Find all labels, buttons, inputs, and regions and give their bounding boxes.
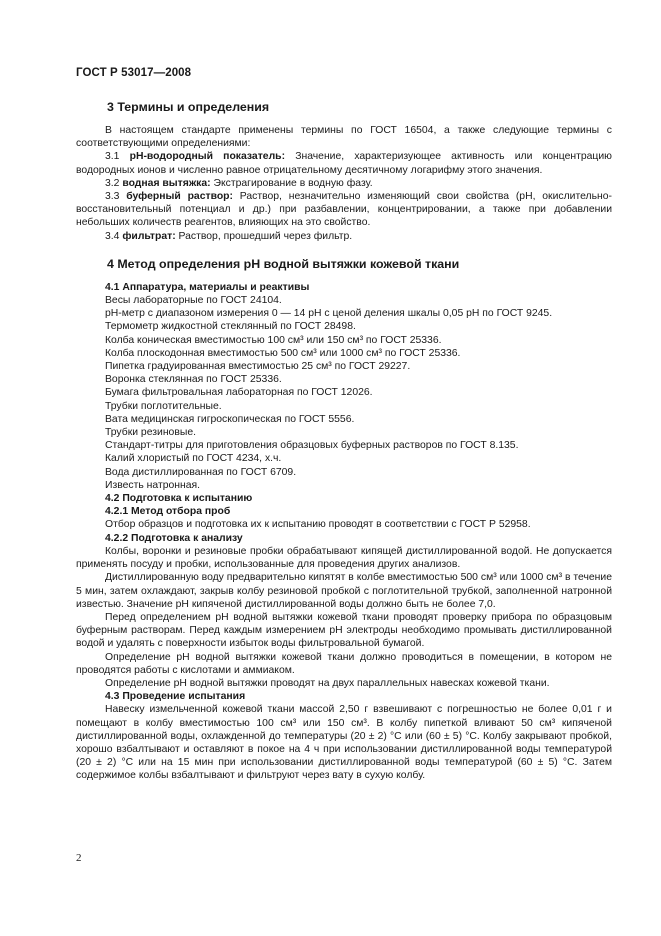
list-item: Весы лабораторные по ГОСТ 24104. bbox=[105, 295, 282, 307]
term-number: 3.3 bbox=[105, 191, 127, 203]
term-3-3 bbox=[76, 190, 612, 230]
section-4-title: 4 Метод определения pH водной вытяжки кожевой ткани bbox=[107, 256, 460, 271]
list-item: Вода дистиллированная по ГОСТ 6709. bbox=[105, 466, 297, 478]
paragraph: Определение pH водной вытяжки кожевой ткани должно проводиться в помещении, в котором не проводятся работы с кислотами и аммиаком. bbox=[76, 651, 612, 676]
term-definition: Раствор, прошедший через фильтр. bbox=[175, 230, 353, 242]
document-header: ГОСТ Р 53017—2008 bbox=[76, 67, 192, 79]
term-name: водная вытяжка: bbox=[122, 177, 211, 189]
list-item: Колба коническая вместимостью 100 см³ или 150 см³ по ГОСТ 25336. bbox=[105, 334, 442, 346]
term-name: фильтрат: bbox=[122, 230, 176, 242]
term-3-2 bbox=[76, 177, 612, 190]
subsection-4-3-text: Навеску измельченной кожевой ткани массой 2,50 г взвешивают с погрешностью не более 0,01 г и помещают в колбу вместимостью 100 см³ или 150 см³. В колбу пипеткой вливают 50 см³ кипяченой дистиллированной воды, охлажденной до температуры (20 ± 2) °С или (60 ± 5) °С. Колбу закрывают пробкой, хорошо взбалтывают и оставляют в покое на 4 ч при использовании дистиллированной воды температурой (20 ± 2) °С или на 15 мин при использовании дистиллированной воды температурой (60 ± 5) °С. Затем содержимое колбы взбалтывают и фильтруют через вату в сухую колбу. bbox=[76, 704, 612, 782]
list-item: Воронка стеклянная по ГОСТ 25336. bbox=[105, 374, 282, 386]
term-number: 3.2 bbox=[105, 177, 123, 189]
subsection-4-3-title: 4.3 Проведение испытания bbox=[105, 691, 246, 703]
page-number: 2 bbox=[76, 852, 82, 864]
list-item: pH-метр с диапазоном измерения 0 — 14 pH с ценой деления шкалы 0,05 pH по ГОСТ 9245. bbox=[105, 308, 553, 320]
subsection-4-2-1-title: 4.2.1 Метод отбора проб bbox=[105, 506, 231, 518]
list-item: Вата медицинская гигроскопическая по ГОСТ 5556. bbox=[105, 413, 355, 425]
term-definition: Экстрагирование в водную фазу. bbox=[210, 177, 373, 189]
list-item: Колба плоскодонная вместимостью 500 см³ или 1000 см³ по ГОСТ 25336. bbox=[105, 347, 461, 359]
subsection-4-2-title: 4.2 Подготовка к испытанию bbox=[105, 493, 253, 505]
list-item: Трубки резиновые. bbox=[105, 427, 196, 439]
list-item: Стандарт-титры для приготовления образцовых буферных растворов по ГОСТ 8.135. bbox=[105, 440, 519, 452]
term-definition: Раствор, незначительно изменяющий свои свойства (pH, окислительно-восстановительный потенциал и др.) при разбавлении, концентрировании, а также при добавлении небольших количеств реагентов, влияющих на это свойство. bbox=[76, 191, 612, 229]
subsection-4-2-2-title: 4.2.2 Подготовка к анализу bbox=[105, 532, 243, 544]
list-item: Трубки поглотительные. bbox=[105, 400, 222, 412]
term-number: 3.4 bbox=[105, 230, 123, 242]
section-3-intro: В настоящем стандарте применены термины по ГОСТ 16504, а также следующие термины с соответствующими определениями: bbox=[76, 125, 612, 150]
document-body bbox=[76, 96, 612, 783]
term-3-1 bbox=[76, 150, 612, 176]
term-name: буферный раствор: bbox=[126, 191, 233, 203]
term-definition: Значение, характеризующее активность или концентрацию водородных ионов и численно равное отрицательному десятичному логарифму этого значения. bbox=[76, 151, 612, 176]
term-number: 3.1 bbox=[105, 151, 130, 163]
paragraph: Дистиллированную воду предварительно кипятят в колбе вместимостью 500 см³ или 1000 см³ в течение 5 мин, затем охлаждают, закрыв колбу резиновой пробкой с поглотительной трубкой, заполненной натронной известью. Значение pH кипяченой дистиллированной воды должно быть не более 7,0. bbox=[76, 572, 612, 610]
term-name: pH-водородный показатель: bbox=[129, 151, 286, 163]
paragraph: Определение pH водной вытяжки проводят на двух параллельных навесках кожевой ткани. bbox=[105, 677, 550, 689]
list-item: Термометр жидкостной стеклянный по ГОСТ 28498. bbox=[105, 321, 356, 333]
list-item: Калий хлористый по ГОСТ 4234, х.ч. bbox=[105, 453, 282, 465]
list-item: Известь натронная. bbox=[105, 479, 201, 491]
subsection-4-2-1-text: Отбор образцов и подготовка их к испытанию проводят в соответствии с ГОСТ Р 52958. bbox=[105, 519, 531, 531]
paragraph: Колбы, воронки и резиновые пробки обрабатывают кипящей дистиллированной водой. Не допускается применять посуду и пробки, использованные для проведения других анализов. bbox=[76, 545, 612, 571]
list-item: Пипетка градуированная вместимостью 25 см³ по ГОСТ 29227. bbox=[105, 361, 411, 373]
equipment-list bbox=[76, 294, 612, 492]
section-3-title: 3 Термины и определения bbox=[107, 100, 270, 114]
list-item: Бумага фильтровальная лабораторная по ГОСТ 12026. bbox=[105, 387, 373, 399]
subsection-4-1-title: 4.1 Аппаратура, материалы и реактивы bbox=[105, 281, 310, 293]
paragraph: Перед определением pH водной вытяжки кожевой ткани проводят проверку прибора по образцовым буферным растворам. Перед каждым измерением pH электроды необходимо промывать дистиллированной водой и удалять с поверхности избыток воды фильтровальной бумагой. bbox=[76, 611, 612, 650]
term-3-4 bbox=[76, 230, 612, 243]
